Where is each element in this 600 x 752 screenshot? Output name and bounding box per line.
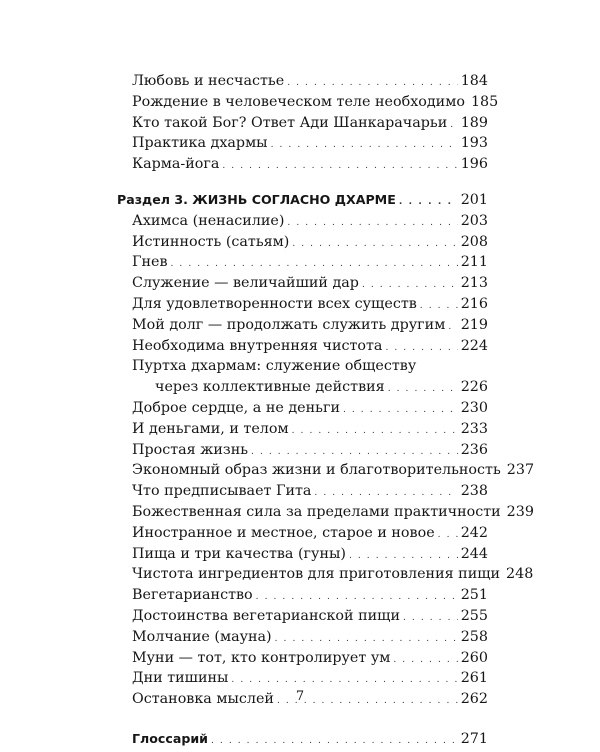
toc-entry-title: Гнев [132,254,168,271]
toc-entry-title: Экономный образ жизни и благотворительность [132,462,501,479]
toc-entry-title: Что предписывает Гита [132,483,312,500]
dot-leader [292,234,457,255]
toc-entry-title: Кто такой Бог? Ответ Ади Шанкарачарьи [132,114,448,131]
toc-entry [117,113,488,134]
dot-leader [438,525,458,546]
toc-entry-title: Рождение в человеческом теле необходимо [132,93,465,110]
toc-entry-title: Необходима внутренняя чистота [132,337,383,354]
toc-entry [117,273,488,294]
dot-leader [385,338,457,359]
dot-leader [287,213,457,234]
toc-entry-page: 184 [460,73,488,89]
dot-leader [251,442,458,463]
toc-entry [117,627,488,648]
dot-leader [403,608,458,629]
toc-entry [117,481,488,502]
dot-leader [343,400,458,421]
dot-leader [287,73,458,94]
dot-leader [388,379,458,400]
dot-leader [211,731,458,752]
toc-entry-page: 262 [460,691,488,708]
dot-leader [271,135,458,156]
toc-entry-title: И деньгами, и телом [132,420,289,437]
dot-leader [171,254,458,275]
toc-entry [117,294,488,315]
toc-entry-page: 248 [506,566,534,583]
toc-entry-page: 242 [460,524,488,541]
toc-entry-title: Мой долг — продолжать служить другим [132,316,446,333]
toc-entry-page: 244 [460,545,488,562]
toc-entry [117,71,488,92]
dot-leader [399,192,458,213]
dot-leader [393,650,457,671]
toc-entry-title: Чистота ингредиентов для приготовления пищи [132,566,501,583]
toc-entry-page: 236 [460,441,488,458]
toc-entry [117,252,488,273]
toc-entry-page: 251 [460,587,488,604]
toc-entry [117,419,488,440]
toc-entry [117,398,488,419]
toc-entry-page: 219 [460,316,488,333]
toc-entry-continuation [117,377,488,398]
toc-entry-page: 233 [460,420,488,437]
toc-glossary [117,729,488,750]
toc-entry-first-line: Пуртха дхармам: служение обществу [132,358,417,375]
toc-entry-page: 261 [460,670,488,687]
toc-entry-title: Простая жизнь [132,441,249,458]
toc-entry [117,133,488,154]
toc-entry-title: Молчание (мауна) [132,628,272,645]
dot-leader [292,421,458,442]
toc-entry [117,92,499,113]
glossary-page: 271 [460,730,488,747]
toc-entry [117,668,488,689]
toc-section-heading [117,190,488,211]
toc-entry-page: 226 [460,379,488,396]
toc-entry [117,211,488,232]
toc-entry [117,232,488,253]
toc-entry-title: Карма-йога [132,156,220,173]
toc-entry-title: Остановка мыслей [132,691,274,708]
toc-entry-title: Ахимса (ненасилие) [132,212,285,229]
toc-entry [117,315,488,336]
dot-leader [448,317,457,338]
toc-entry [117,544,488,565]
dot-leader [420,296,458,317]
toc-entry-page: 185 [470,93,499,110]
toc-entry [117,460,535,481]
toc-entry-title: Божественная сила за пределами практичности [132,503,501,520]
toc-entry-page: 230 [460,399,488,416]
toc-entry-page: 255 [460,607,488,624]
toc-entry [117,502,534,523]
toc-entry-title: Вегетарианство [132,587,253,604]
toc-entry [117,585,488,606]
toc-entry [117,564,534,585]
toc-entry-page: 260 [460,649,488,666]
toc-entry-page: 208 [460,233,488,250]
toc-entry-page: 237 [506,462,535,479]
dot-leader [314,483,457,504]
dot-leader [275,629,458,650]
toc-entry [117,523,488,544]
table-of-contents [117,71,535,750]
toc-entry-title: Практика дхармы [132,135,268,152]
dot-leader [362,275,458,296]
toc-entry-title: Достоинства вегетарианской пищи [132,607,400,624]
toc-entry [117,648,488,669]
toc-entry-title: Пища и три качества (гуны) [132,545,346,562]
toc-entry-title: Доброе сердце, а не деньги [132,399,340,416]
toc-entry-title: Иностранное и местное, старое и новое [132,524,435,541]
toc-entry-page: 211 [460,254,488,271]
toc-entry [117,606,488,627]
toc-entry-page: 189 [460,114,488,131]
dot-leader [256,587,458,608]
dot-leader [349,546,458,567]
page-number: 7 [295,689,305,704]
toc-entry-title: Служение — величайший дар [132,275,359,292]
section-title: Раздел 3. ЖИЗНЬ СОГЛАСНО ДХАРМЕ [117,191,396,207]
toc-entry-page: 196 [460,156,488,173]
toc-entry [117,154,488,175]
section-page: 201 [460,191,488,208]
toc-entry-page: 193 [460,135,488,152]
toc-entry-title: Любовь и несчастье [132,73,285,89]
toc-entry-page: 224 [460,337,488,354]
toc-entry-title: Муни — тот, кто контролирует ум [132,649,391,666]
toc-entry [117,440,488,461]
dot-leader [450,115,457,136]
glossary-title: Глоссарий [132,730,208,746]
toc-entry-title: через коллективные действия [155,379,385,396]
toc-entry-page: 203 [460,212,488,229]
toc-entry-title: Дни тишины [132,670,229,687]
toc-entry-title: Для удовлетворенности всех существ [132,295,417,312]
toc-entry-page: 258 [460,628,488,645]
toc-entry-page: 216 [460,295,488,312]
toc-entry-title: Истинность (сатьям) [132,233,290,250]
toc-entry-page: 213 [460,275,488,292]
toc-entry [117,336,488,357]
spacer [117,175,488,190]
spacer [117,710,488,729]
toc-entry-page: 238 [460,483,488,500]
toc-entry-page: 239 [506,503,534,520]
dot-leader [222,156,457,177]
dot-leader [231,670,457,691]
